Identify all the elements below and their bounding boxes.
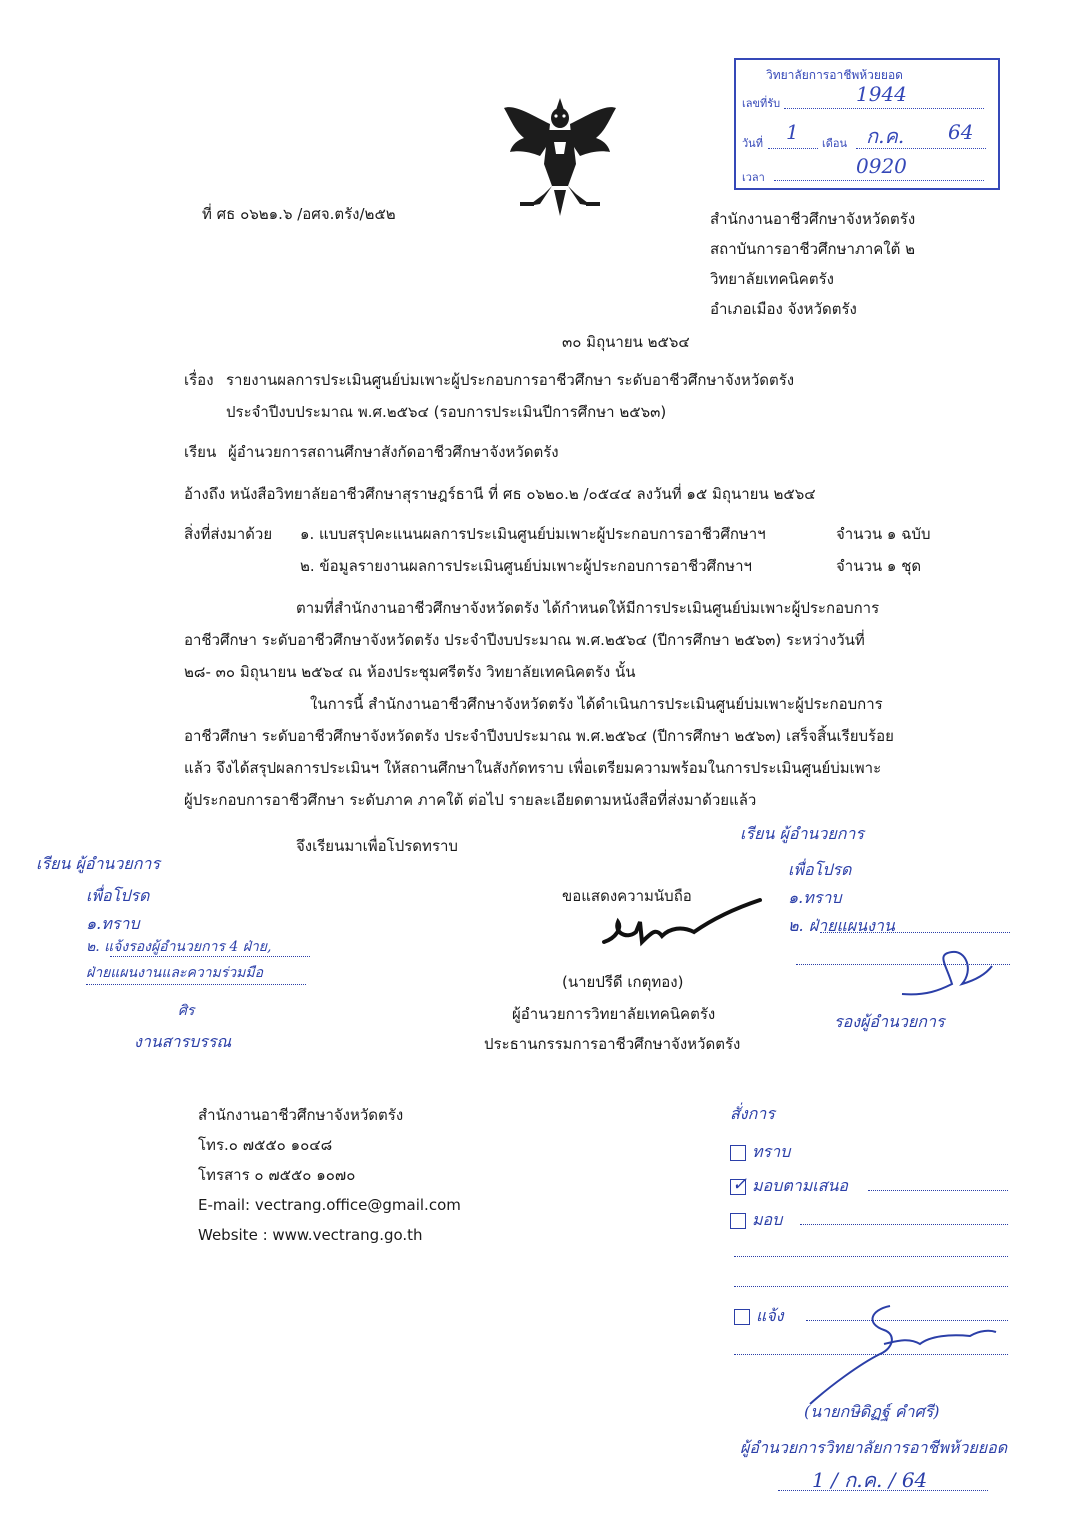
right-signature-icon — [896, 944, 996, 1012]
enclosures-label: สิ่งที่ส่งมาด้วย — [184, 525, 273, 543]
enclosure-item-1: ๑. แบบสรุปคะแนนผลการประเมินศูนย์บ่มเพาะผู้ประกอบการอาชีวศึกษาฯ — [300, 525, 766, 543]
order-option-notify — [734, 1304, 784, 1329]
to-value: ผู้อำนวยการสถานศึกษาสังกัดอาชีวศึกษาจังหวัดตรัง — [228, 443, 559, 461]
stamp-no-line — [784, 108, 984, 109]
contact-fax: โทรสาร ๐ ๗๕๕๐ ๑๐๗๐ — [198, 1166, 356, 1184]
doc-number: ที่ ศธ ๐๖๒๑.๖ /อศจ.ตรัง/๒๕๒ — [202, 205, 396, 223]
signer-name: (นายปรีดี เกตุทอง) — [562, 973, 684, 991]
order-signature-icon — [800, 1300, 1000, 1410]
order-line — [800, 1224, 1008, 1225]
order-option-label: มอบ — [752, 1210, 783, 1229]
order-option-assign — [730, 1208, 782, 1233]
contact-phone: โทร.๐ ๗๕๕๐ ๑๐๔๘ — [198, 1136, 333, 1154]
stamp-month: ก.ค. — [866, 124, 905, 148]
stamp-year: 64 — [948, 120, 974, 144]
receipt-stamp — [734, 58, 1000, 190]
stamp-day-line — [768, 148, 818, 149]
order-line — [868, 1190, 1008, 1191]
right-note-item2: ๒. ฝ่ายแผนงาน — [788, 916, 895, 935]
right-note-to: เรียน ผู้อำนวยการ — [740, 824, 864, 843]
checkbox-icon — [730, 1145, 746, 1161]
right-note-line — [820, 932, 1010, 933]
stamp-time-label: เวลา — [742, 171, 765, 184]
enclosure-qty-2: จำนวน ๑ ชุด — [836, 557, 922, 575]
left-note-line — [86, 984, 306, 985]
to-label: เรียน — [184, 443, 217, 461]
body-para2-line: ผู้ประกอบการอาชีวศึกษา ระดับภาค ภาคใต้ ต่อไป รายละเอียดตามหนังสือที่ส่งมาด้วยแล้ว — [184, 791, 757, 809]
checkbox-icon — [730, 1213, 746, 1229]
subject-line-2: ประจำปีงบประมาณ พ.ศ.๒๕๖๔ (รอบการประเมินปีการศึกษา ๒๕๖๓) — [226, 403, 667, 421]
body-para1-line: ตามที่สำนักงานอาชีวศึกษาจังหวัดตรัง ได้กำหนดให้มีการประเมินศูนย์บ่มเพาะผู้ประกอบการ — [296, 599, 880, 617]
order-option-acknowledge — [730, 1140, 790, 1165]
enclosure-qty-1: จำนวน ๑ ฉบับ — [836, 525, 931, 543]
stamp-time: 0920 — [856, 154, 907, 178]
closing-request: จึงเรียนมาเพื่อโปรดทราบ — [296, 837, 458, 855]
body-para2-line: ในการนี้ สำนักงานอาชีวศึกษาจังหวัดตรัง ได้ดำเนินการประเมินศูนย์บ่มเพาะผู้ประกอบการ — [310, 695, 883, 713]
subject-label: เรื่อง — [184, 371, 214, 389]
body-para2-line: อาชีวศึกษา ระดับอาชีวศึกษาจังหวัดตรัง ประจำปีงบประมาณ พ.ศ.๒๕๖๔ (ปีการศึกษา ๒๕๖๓) เสร็จสิ้นเรียบร้อย — [184, 727, 894, 745]
subject-line-1: รายงานผลการประเมินศูนย์บ่มเพาะผู้ประกอบการอาชีวศึกษา ระดับอาชีวศึกษาจังหวัดตรัง — [226, 371, 795, 389]
left-note-for: เพื่อโปรด — [86, 886, 150, 905]
order-date: 1 / ก.ค. / 64 — [812, 1468, 928, 1492]
stamp-date-label: วันที่ — [742, 137, 763, 150]
reference: อ้างถึง หนังสือวิทยาลัยอาชีวศึกษาสุราษฎร์ธานี ที่ ศธ ๐๖๒๐.๒ /๐๕๔๔ ลงวันที่ ๑๕ มิถุนายน ๒๕๖๔ — [184, 485, 816, 503]
stamp-no-value: 1944 — [856, 82, 907, 106]
sender-line: วิทยาลัยเทคนิคตรัง — [710, 270, 834, 288]
order-line — [734, 1286, 1008, 1287]
signer-title-2: ประธานกรรมการอาชีวศึกษาจังหวัดตรัง — [484, 1035, 741, 1053]
stamp-no-label: เลขที่รับ — [742, 97, 781, 110]
right-note-item1: ๑.ทราบ — [788, 888, 842, 907]
left-note-dept: งานสารบรรณ — [134, 1032, 232, 1051]
signature-mark-icon — [596, 892, 766, 956]
contact-email: E-mail: vectrang.office@gmail.com — [198, 1196, 461, 1214]
left-note-initials: ศิร — [178, 1003, 195, 1019]
left-note-item2b: ฝ่ายแผนงานและความร่วมมือ — [86, 965, 264, 981]
order-option-assign-as-proposed — [730, 1174, 848, 1199]
order-signer-name: (นายกษิดิฏฐ์ คำศรี) — [804, 1402, 940, 1421]
left-note-item1: ๑.ทราบ — [86, 914, 140, 933]
letter-date: ๓๐ มิถุนายน ๒๕๖๔ — [562, 333, 690, 351]
signature-closing: ขอแสดงความนับถือ — [562, 887, 692, 905]
checkbox-checked-icon — [730, 1179, 746, 1195]
sender-line: อำเภอเมือง จังหวัดตรัง — [710, 300, 857, 318]
contact-website: Website : www.vectrang.go.th — [198, 1226, 423, 1244]
body-para1-line: อาชีวศึกษา ระดับอาชีวศึกษาจังหวัดตรัง ประจำปีงบประมาณ พ.ศ.๒๕๖๔ (ปีการศึกษา ๒๕๖๓) ระหว่างวันที่ — [184, 631, 865, 649]
body-para1-line: ๒๘- ๓๐ มิถุนายน ๒๕๖๔ ณ ห้องประชุมศรีตรัง วิทยาลัยเทคนิคตรัง นั้น — [184, 663, 636, 681]
signer-title-1: ผู้อำนวยการวิทยาลัยเทคนิคตรัง — [512, 1005, 716, 1023]
stamp-time-line — [774, 180, 984, 181]
right-note-sign-title: รองผู้อำนวยการ — [834, 1012, 945, 1031]
left-note-line — [110, 956, 310, 957]
contact-block — [198, 1100, 461, 1250]
body-para2-line: แล้ว จึงได้สรุปผลการประเมินฯ ให้สถานศึกษาในสังกัดทราบ เพื่อเตรียมความพร้อมในการประเมินศูนย์บ่มเพาะ — [184, 759, 882, 777]
enclosure-item-2: ๒. ข้อมูลรายงานผลการประเมินศูนย์บ่มเพาะผู้ประกอบการอาชีวศึกษาฯ — [300, 557, 752, 575]
order-heading: สั่งการ — [730, 1104, 775, 1123]
stamp-org: วิทยาลัยการอาชีพห้วยยอด — [766, 68, 903, 82]
contact-office: สำนักงานอาชีวศึกษาจังหวัดตรัง — [198, 1106, 404, 1124]
order-option-label: มอบตามเสนอ — [752, 1176, 849, 1195]
garuda-emblem-icon — [500, 94, 620, 218]
order-option-label: ทราบ — [752, 1142, 791, 1161]
checkbox-icon — [734, 1309, 750, 1325]
order-line — [734, 1256, 1008, 1257]
right-note-for: เพื่อโปรด — [788, 860, 852, 879]
stamp-day: 1 — [786, 120, 799, 144]
left-note-item2a: ๒. แจ้งรองผู้อำนวยการ 4 ฝ่าย, — [86, 939, 272, 955]
stamp-month-label: เดือน — [822, 137, 848, 150]
order-signer-title: ผู้อำนวยการวิทยาลัยการอาชีพห้วยยอด — [740, 1438, 1008, 1457]
sender-line: สถาบันการอาชีวศึกษาภาคใต้ ๒ — [710, 240, 916, 258]
left-note-to: เรียน ผู้อำนวยการ — [36, 854, 160, 873]
order-option-label: แจ้ง — [756, 1306, 784, 1325]
sender-line: สำนักงานอาชีวศึกษาจังหวัดตรัง — [710, 210, 916, 228]
sender-address — [710, 204, 915, 324]
